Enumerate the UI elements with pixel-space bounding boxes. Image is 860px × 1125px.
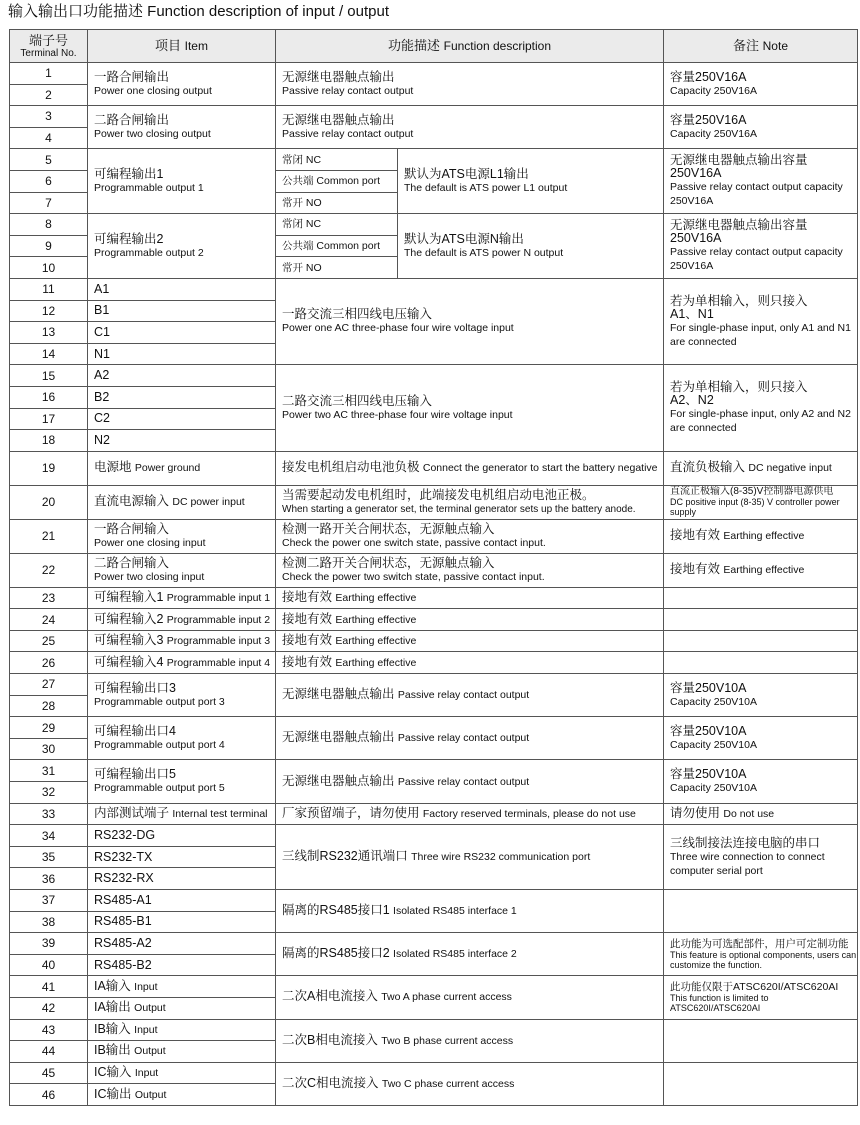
terminal-number: 30 [10,738,88,760]
function-cell: 检测二路开关合闸状态，无源触点输入 Check the power two switch state, passive contact input. [276,553,664,587]
function-cell: 三线制RS232通讯端口 Three wire RS232 communication port [276,825,664,890]
item-cell: A1 [88,278,276,300]
table-row [10,674,858,696]
note-cell: 接地有效 Earthing effective [664,553,858,587]
terminal-number: 42 [10,997,88,1019]
item-cell: 可编程输入2 Programmable input 2 [88,609,276,631]
item-cell: N1 [88,343,276,365]
item-cell: IB输入 Input [88,1019,276,1041]
note-cell: 直流负极输入 DC negative input [664,451,858,485]
terminal-number: 16 [10,386,88,408]
terminal-number: 2 [10,84,88,106]
terminal-number: 17 [10,408,88,430]
terminal-number: 34 [10,825,88,847]
terminal-number: 11 [10,278,88,300]
function-cell: 默认为ATS电源L1输出 The default is ATS power L1 output [398,149,664,214]
item-cell: IC输出 Output [88,1084,276,1106]
page-title: 输入输出口功能描述 Function description of input / output [8,3,389,20]
terminal-number: 43 [10,1019,88,1041]
item-cell: 直流电源输入 DC power input [88,485,276,519]
terminal-number: 13 [10,322,88,344]
note-cell: 若为单相输入，则只接入 A2、N2 For single-phase input, only A2 and N2 are connected [664,365,858,451]
table-row [10,717,858,739]
terminal-number: 14 [10,343,88,365]
terminal-number: 3 [10,106,88,128]
note-cell: 无源继电器触点输出容量 250V16A Passive relay contact output capacity 250V16A [664,149,858,214]
function-cell: 无源继电器触点输出 Passive relay contact output [276,760,664,803]
table-row [10,553,858,587]
item-cell: 可编程输出2 Programmable output 2 [88,214,276,279]
terminal-number: 10 [10,257,88,279]
function-cell: 默认为ATS电源N输出 The default is ATS power N output [398,214,664,279]
item-cell: RS232-DG [88,825,276,847]
item-cell: 一路合闸输出 Power one closing output [88,63,276,106]
terminal-number: 29 [10,717,88,739]
terminal-number: 5 [10,149,88,171]
terminal-number: 18 [10,430,88,452]
terminal-number: 7 [10,192,88,214]
terminal-number: 38 [10,911,88,933]
terminal-number: 41 [10,976,88,998]
item-cell: RS485-A2 [88,933,276,955]
terminal-number: 23 [10,587,88,609]
terminal-number: 19 [10,451,88,485]
item-cell: 可编程输出口5 Programmable output port 5 [88,760,276,803]
item-cell: A2 [88,365,276,387]
item-cell: 可编程输入4 Programmable input 4 [88,652,276,674]
item-cell: 可编程输出口4 Programmable output port 4 [88,717,276,760]
table-row [10,587,858,609]
terminal-number: 20 [10,485,88,519]
table-row [10,630,858,652]
function-cell: 隔离的RS485接口1 Isolated RS485 interface 1 [276,890,664,933]
note-cell: 无源继电器触点输出容量 250V16A Passive relay contact output capacity 250V16A [664,214,858,279]
function-cell: 接地有效 Earthing effective [276,587,664,609]
terminal-number: 22 [10,553,88,587]
note-cell: 接地有效 Earthing effective [664,519,858,553]
item-cell: B2 [88,386,276,408]
function-cell: 二次B相电流接入 Two B phase current access [276,1019,664,1062]
table-row [10,976,858,998]
item-cell: RS485-B2 [88,954,276,976]
terminal-number: 27 [10,674,88,696]
item-cell: IA输入 Input [88,976,276,998]
function-cell: 隔离的RS485接口2 Isolated RS485 interface 2 [276,933,664,976]
note-cell [664,587,858,609]
terminal-number: 31 [10,760,88,782]
table-row [10,485,858,519]
note-cell: 容量250V10A Capacity 250V10A [664,717,858,760]
terminal-number: 36 [10,868,88,890]
item-cell: 电源地 Power ground [88,451,276,485]
item-cell: C2 [88,408,276,430]
sub-port-cell: 常闭 NC [276,149,398,171]
terminal-number: 39 [10,933,88,955]
table-row [10,365,858,387]
table-row [10,933,858,955]
function-cell: 二路交流三相四线电压输入 Power two AC three-phase four wire voltage input [276,365,664,451]
terminal-number: 40 [10,954,88,976]
function-cell: 接地有效 Earthing effective [276,630,664,652]
terminal-number: 26 [10,652,88,674]
note-cell: 请勿使用 Do not use [664,803,858,825]
table-row [10,519,858,553]
item-cell: C1 [88,322,276,344]
header-note: 备注 Note [664,30,858,63]
terminal-number: 33 [10,803,88,825]
table-row [10,278,858,300]
note-cell [664,1062,858,1105]
item-cell: 可编程输出1 Programmable output 1 [88,149,276,214]
header-function: 功能描述 Function description [276,30,664,63]
item-cell: 二路合闸输出 Power two closing output [88,106,276,149]
note-cell: 此功能仅限于ATSC620I/ATSC620AI This function is limited to ATSC620I/ATSC620AI [664,976,858,1019]
note-cell: 若为单相输入，则只接入 A1、N1 For single-phase input, only A1 and N1 are connected [664,278,858,364]
table-row [10,609,858,631]
note-cell: 直流正极输入(8-35)V控制器电源供电 DC positive input (8-35) V controller power supply [664,485,858,519]
terminal-number: 1 [10,63,88,85]
item-cell: 一路合闸输入 Power one closing input [88,519,276,553]
terminal-number: 35 [10,846,88,868]
item-cell: 内部测试端子 Internal test terminal [88,803,276,825]
sub-port-cell: 常开 NO [276,257,398,279]
sub-port-cell: 公共端 Common port [276,170,398,192]
terminal-number: 25 [10,630,88,652]
table-row [10,760,858,782]
note-cell [664,1019,858,1062]
note-cell: 三线制接法连接电脑的串口 Three wire connection to connect computer serial port [664,825,858,890]
item-cell: 可编程输入1 Programmable input 1 [88,587,276,609]
terminal-number: 45 [10,1062,88,1084]
function-cell: 厂家预留端子，请勿使用 Factory reserved terminals, please do not use [276,803,664,825]
table-header-row [10,30,858,63]
function-cell: 二次A相电流接入 Two A phase current access [276,976,664,1019]
io-function-table [9,29,858,1106]
function-cell: 无源继电器触点输出 Passive relay contact output [276,717,664,760]
terminal-number: 24 [10,609,88,631]
note-cell [664,630,858,652]
table-row [10,803,858,825]
note-cell [664,890,858,933]
item-cell: 可编程输入3 Programmable input 3 [88,630,276,652]
function-cell: 一路交流三相四线电压输入 Power one AC three-phase four wire voltage input [276,278,664,364]
function-cell: 检测一路开关合闸状态，无源触点输入 Check the power one switch state, passive contact input. [276,519,664,553]
function-cell: 接地有效 Earthing effective [276,652,664,674]
function-cell: 二次C相电流接入 Two C phase current access [276,1062,664,1105]
terminal-number: 15 [10,365,88,387]
table-row [10,1019,858,1041]
item-cell: IC输入 Input [88,1062,276,1084]
note-cell: 容量250V16A Capacity 250V16A [664,106,858,149]
note-cell [664,652,858,674]
table-row [10,451,858,485]
header-item: 项目 Item [88,30,276,63]
table-row [10,63,858,85]
function-cell: 当需要起动发电机组时，此端接发电机组启动电池正极。 When starting a generator set, the terminal generator sets up the battery anode. [276,485,664,519]
table-row [10,214,858,236]
note-cell: 容量250V10A Capacity 250V10A [664,674,858,717]
terminal-number: 28 [10,695,88,717]
terminal-number: 8 [10,214,88,236]
terminal-number: 4 [10,127,88,149]
item-cell: IB输出 Output [88,1041,276,1063]
terminal-number: 44 [10,1041,88,1063]
table-row [10,149,858,171]
table-row [10,652,858,674]
item-cell: 可编程输出口3 Programmable output port 3 [88,674,276,717]
item-cell: RS232-TX [88,846,276,868]
terminal-number: 9 [10,235,88,257]
table-row [10,106,858,128]
terminal-number: 21 [10,519,88,553]
header-terminal: 端子号 Terminal No. [10,30,88,63]
note-cell: 容量250V10A Capacity 250V10A [664,760,858,803]
terminal-number: 32 [10,782,88,804]
terminal-number: 6 [10,170,88,192]
function-cell: 无源继电器触点输出 Passive relay contact output [276,106,664,149]
function-cell: 无源继电器触点输出 Passive relay contact output [276,674,664,717]
note-cell [664,609,858,631]
item-cell: B1 [88,300,276,322]
item-cell: 二路合闸输入 Power two closing input [88,553,276,587]
terminal-number: 37 [10,890,88,912]
note-cell: 此功能为可选配部件，用户可定制功能 This feature is optional components, users can customize the function. [664,933,858,976]
item-cell: RS232-RX [88,868,276,890]
note-cell: 容量250V16A Capacity 250V16A [664,63,858,106]
table-row [10,825,858,847]
function-cell: 接地有效 Earthing effective [276,609,664,631]
function-cell: 接发电机组启动电池负极 Connect the generator to start the battery negative [276,451,664,485]
terminal-number: 12 [10,300,88,322]
sub-port-cell: 常闭 NC [276,214,398,236]
terminal-number: 46 [10,1084,88,1106]
item-cell: IA输出 Output [88,997,276,1019]
function-cell: 无源继电器触点输出 Passive relay contact output [276,63,664,106]
table-row [10,890,858,912]
item-cell: RS485-B1 [88,911,276,933]
table-row [10,1062,858,1084]
item-cell: N2 [88,430,276,452]
sub-port-cell: 常开 NO [276,192,398,214]
sub-port-cell: 公共端 Common port [276,235,398,257]
item-cell: RS485-A1 [88,890,276,912]
